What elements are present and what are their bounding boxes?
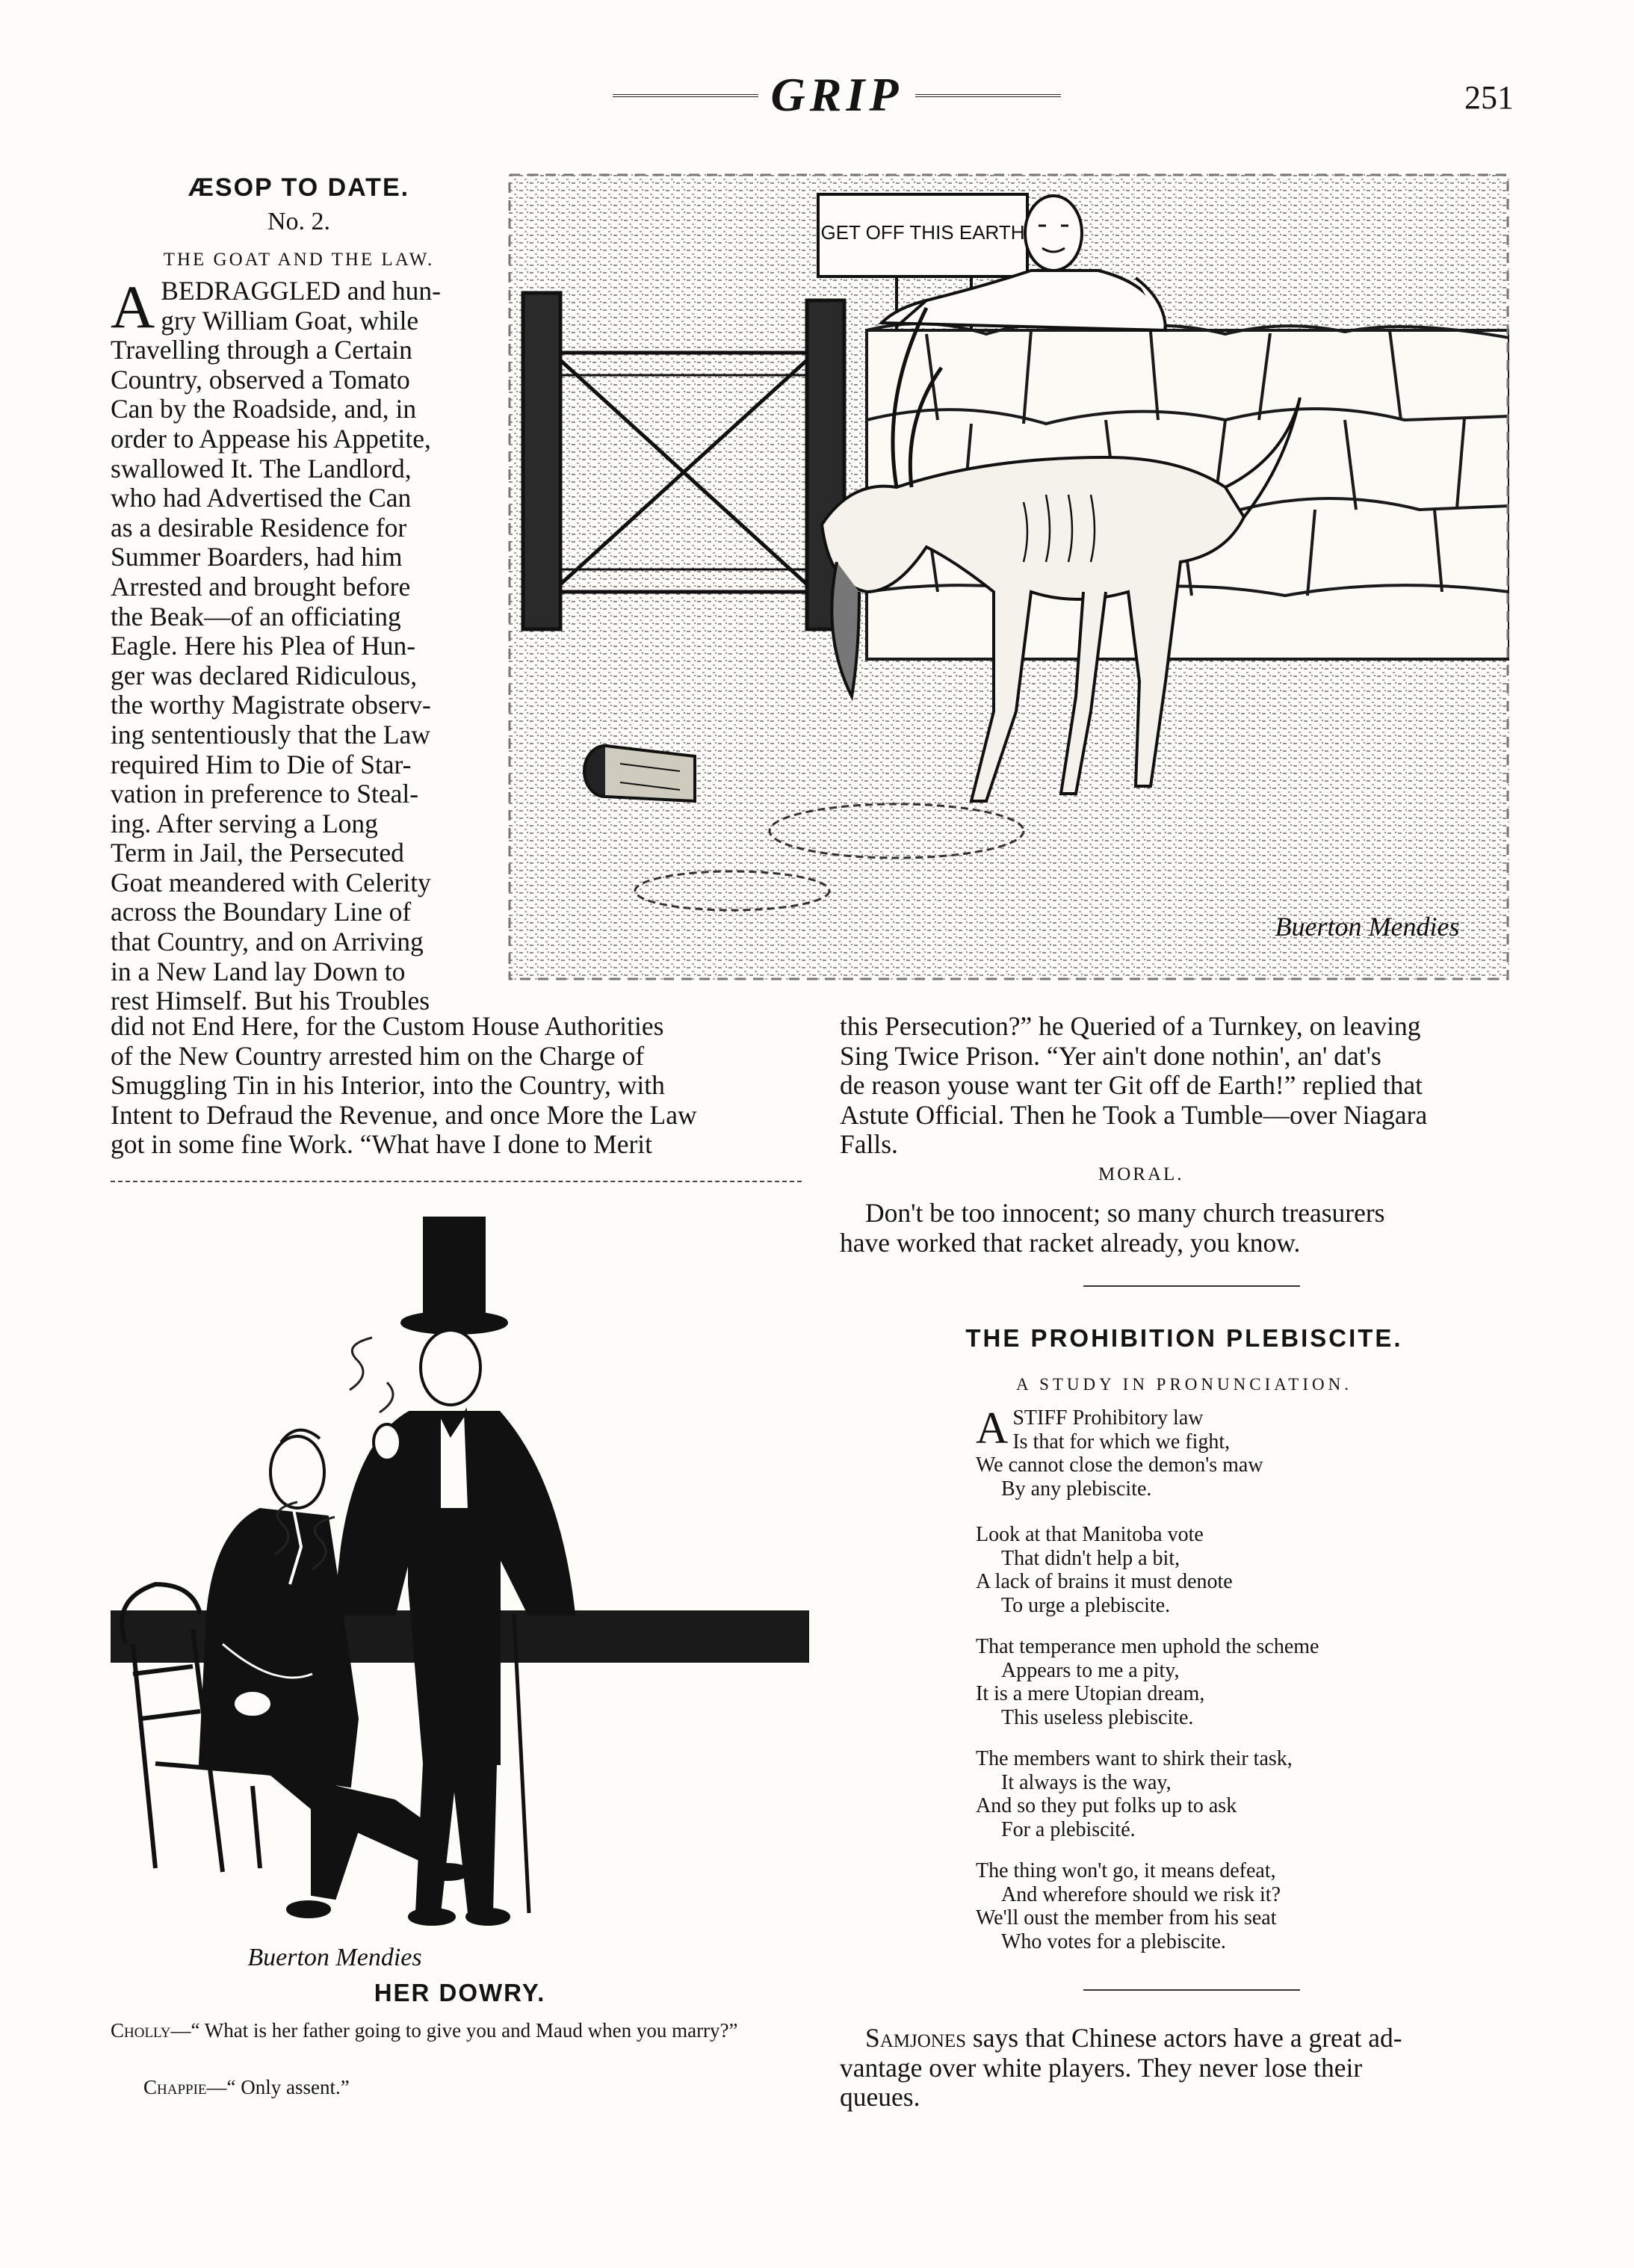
samjones-name: Samjones: [865, 2023, 967, 2053]
tin-can: [584, 746, 695, 801]
story-line: across the Boundary Line of: [111, 897, 412, 927]
story-line: as a desirable Residence for: [111, 512, 407, 543]
story-line: de reason youse want ter Git off de Earth!” replied that: [840, 1070, 1423, 1101]
story-line: swallowed It. The Landlord,: [111, 453, 412, 483]
poem-line: It is a mere Utopian dream,: [976, 1682, 1205, 1705]
poem-line: Is that for which we fight,: [1012, 1430, 1231, 1453]
samjones-paragraph: [840, 2024, 1529, 2113]
poem-line: Appears to me a pity,: [1001, 1658, 1180, 1682]
poem-line: That didn't help a bit,: [1001, 1546, 1180, 1570]
poem-drop-cap: A: [976, 1403, 1009, 1453]
dowry-speaker: Cholly: [111, 2019, 171, 2042]
story-line: ger was declared Ridiculous,: [111, 660, 418, 690]
poem-line: And so they put folks up to ask: [976, 1794, 1237, 1817]
story-line: gry William Goat, while: [161, 305, 419, 336]
poem-line: The members want to shirk their task,: [976, 1747, 1293, 1770]
dowry-signature: Buerton Mendies: [247, 1944, 422, 1971]
aesop-subtitle: THE GOAT AND THE LAW.: [163, 250, 435, 270]
prohibition-title: THE PROHIBITION PLEBISCITE.: [965, 1324, 1403, 1352]
story-line: ing sententiously that the Law: [111, 719, 430, 750]
story-line: required Him to Die of Star-: [111, 749, 412, 779]
story-line: Goat meandered with Celerity: [111, 867, 431, 897]
story-line: Travelling through a Certain: [111, 335, 412, 365]
masthead: [583, 69, 1091, 121]
story-line: Eagle. Here his Plea of Hun-: [111, 631, 416, 661]
aesop-story-wide: [111, 1012, 802, 1160]
aesop-story-right: [840, 1012, 1529, 1160]
poem-line: For a plebiscité.: [1001, 1817, 1136, 1841]
poem-line: To urge a plebiscite.: [1001, 1593, 1171, 1617]
poem-line: This useless plebiscite.: [1001, 1705, 1194, 1729]
moral-text: [840, 1199, 1529, 1258]
divider: [111, 1181, 802, 1182]
dowry-line: —“ What is her father going to give you and Maud when you marry?”: [170, 2019, 738, 2042]
story-line: got in some fine Work. “What have I done to Merit: [111, 1129, 653, 1160]
poem-line: We cannot close the demon's maw: [976, 1453, 1263, 1477]
poem-stanza: [976, 1403, 1514, 1501]
poem-stanza: [976, 1523, 1514, 1617]
moral-line: Don't be too innocent; so many church treasurers: [865, 1198, 1385, 1228]
samjones-line: vantage over white players. They never lose their: [840, 2052, 1363, 2083]
divider: [1083, 1989, 1300, 1991]
story-line: this Persecution?” he Queried of a Turnkey, on leaving: [840, 1011, 1421, 1041]
story-line: Term in Jail, the Persecuted: [111, 838, 404, 868]
dowry-line: —“ Only assent.”: [206, 2076, 350, 2098]
aesop-drop-cap: A: [111, 273, 155, 341]
illustration-signature: Buerton Mendies: [1275, 912, 1460, 942]
story-line: BEDRAGGLED and hun-: [161, 276, 441, 306]
masthead-rule-right: [915, 94, 1061, 97]
story-line: of the New Country arrested him on the Charge of: [111, 1040, 645, 1071]
story-line: did not End Here, for the Custom House Authorities: [111, 1011, 664, 1041]
samjones-line: queues.: [840, 2082, 920, 2113]
aesop-title: ÆSOP TO DATE.: [188, 173, 410, 202]
story-line: the worthy Magistrate observ-: [111, 690, 431, 720]
aesop-story-column: [111, 273, 503, 1016]
poem-line: A lack of brains it must denote: [976, 1570, 1233, 1593]
dowry-illustration: [111, 1196, 809, 1973]
story-line: Country, observed a Tomato: [111, 364, 410, 395]
story-line: vation in preference to Steal-: [111, 779, 419, 809]
dowry-caption-2: [143, 2076, 350, 2099]
moral-line: have worked that racket already, you know.: [840, 1227, 1301, 1258]
poem-line: Look at that Manitoba vote: [976, 1523, 1204, 1546]
story-line: Intent to Defraud the Revenue, and once More the Law: [111, 1099, 697, 1130]
aesop-number: No. 2.: [267, 208, 331, 235]
story-line: rest Himself. But his Troubles: [111, 986, 430, 1016]
poem-line: We'll oust the member from his seat: [976, 1906, 1277, 1929]
dowry-speaker: Chappie: [143, 2076, 207, 2098]
page-number: 251: [1464, 79, 1514, 116]
dowry-title: HER DOWRY.: [374, 1979, 546, 2006]
story-line: Sing Twice Prison. “Yer ain't done nothin', an' dat's: [840, 1040, 1381, 1071]
poem-line: And wherefore should we risk it?: [1001, 1882, 1281, 1906]
story-line: Astute Official. Then he Took a Tumble—over Niagara: [840, 1099, 1428, 1130]
poem-line: By any plebiscite.: [1001, 1477, 1152, 1501]
goat-illustration: [508, 173, 1509, 980]
poem-line: That temperance men uphold the scheme: [976, 1635, 1319, 1658]
poem-line: Who votes for a plebiscite.: [1001, 1929, 1226, 1953]
poem-line: STIFF Prohibitory law: [1012, 1406, 1204, 1430]
story-line: Arrested and brought before: [111, 571, 411, 602]
story-line: in a New Land lay Down to: [111, 956, 406, 986]
story-line: that Country, and on Arriving: [111, 927, 424, 957]
divider: [1083, 1285, 1300, 1287]
poem-stanza: [976, 1747, 1514, 1841]
moral-label: MORAL.: [1098, 1164, 1184, 1184]
poem-stanza: [976, 1859, 1514, 1953]
poem-stanza: [976, 1635, 1514, 1729]
sign-text: GET OFF THIS EARTH: [820, 221, 1025, 244]
story-line: Falls.: [840, 1129, 898, 1160]
story-line: ing. After serving a Long: [111, 808, 378, 838]
poem-line: It always is the way,: [1001, 1770, 1172, 1794]
story-line: Can by the Roadside, and, in: [111, 394, 417, 424]
samjones-line: says that Chinese actors have a great ad-: [972, 2023, 1402, 2053]
story-line: who had Advertised the Can: [111, 483, 412, 513]
story-line: order to Appease his Appetite,: [111, 423, 431, 454]
prohibition-subtitle: A STUDY IN PRONUNCIATION.: [1016, 1375, 1352, 1394]
story-line: Summer Boarders, had him: [111, 542, 403, 572]
poem-line: The thing won't go, it means defeat,: [976, 1859, 1276, 1882]
masthead-title: GRIP: [770, 68, 903, 121]
masthead-rule-left: [613, 94, 758, 97]
story-line: Smuggling Tin in his Interior, into the Country, with: [111, 1070, 665, 1101]
story-line: the Beak—of an officiating: [111, 601, 401, 631]
dowry-caption-1: [111, 2019, 813, 2042]
